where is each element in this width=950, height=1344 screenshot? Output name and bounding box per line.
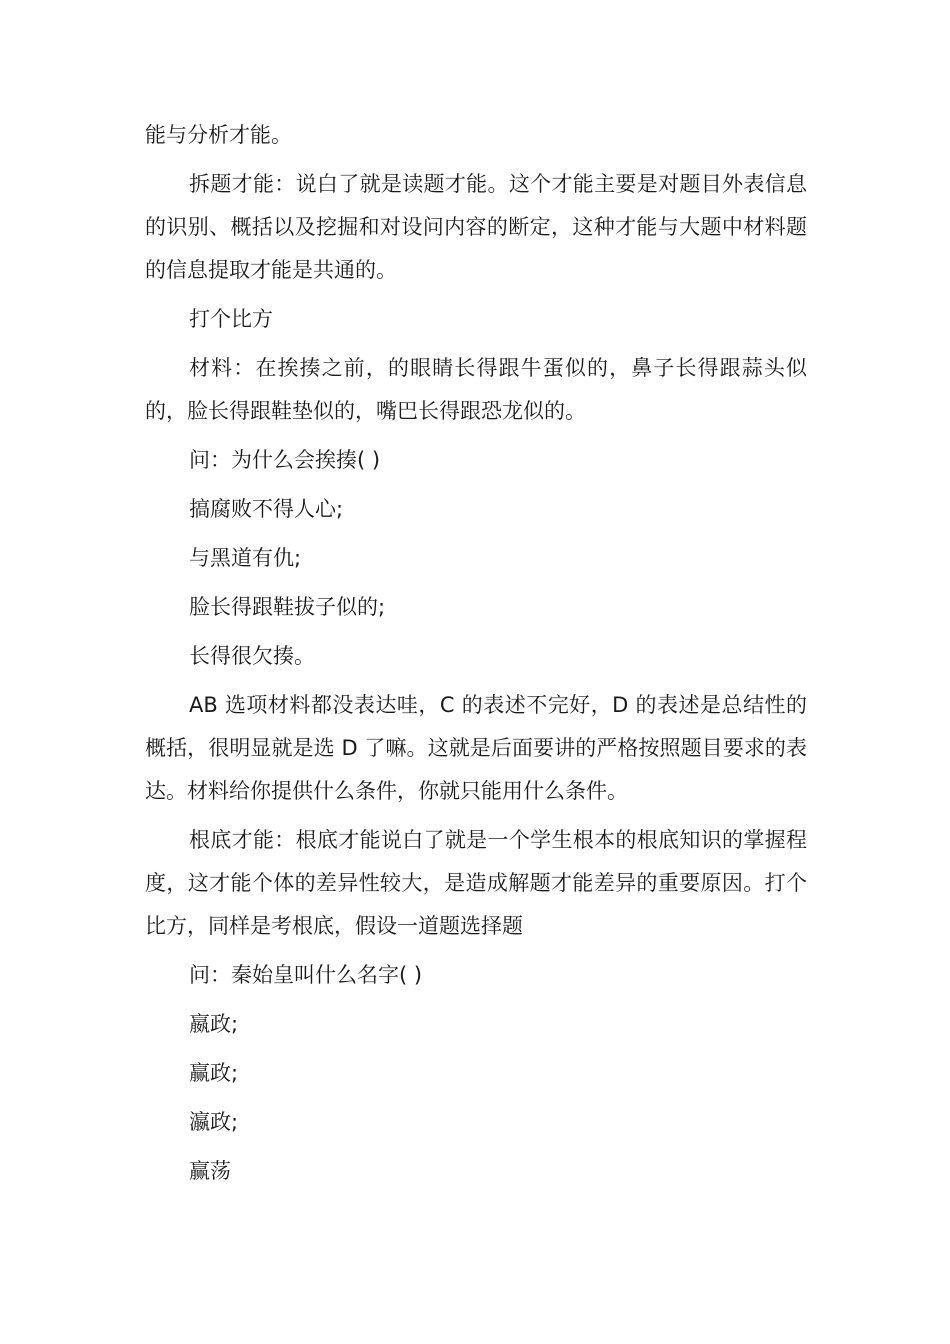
option-item: 长得很欠揍。: [189, 644, 315, 668]
option-item: 脸长得跟鞋拔子似的;: [189, 595, 386, 619]
paragraph: 根底才能：根底才能说白了就是一个学生根本的根底知识的掌握程度，这才能个体的差异性较大，是造成解题才能差异的重要原因。打个比方，同样是考根底，假设一道题选择题: [145, 828, 807, 938]
paragraph: 能与分析才能。: [145, 123, 292, 147]
option-item: 搞腐败不得人心;: [189, 497, 344, 521]
option-item: 嬴政;: [189, 1012, 239, 1036]
option-item: 赢荡: [189, 1159, 231, 1183]
option-item: 赢政;: [189, 1061, 239, 1085]
paragraph: AB 选项材料都没表达哇，C 的表述不完好，D 的表述是总结性的概括，很明显就是选 D 了嘛。这就是后面要讲的严格按照题目要求的表达。材料给你提供什么条件，你就只能用什么条件。: [145, 693, 807, 803]
option-item: 与黑道有仇;: [189, 546, 302, 570]
paragraph: 材料：在挨揍之前，的眼睛长得跟牛蛋似的，鼻子长得跟蒜头似的，脸长得跟鞋垫似的，嘴巴长得跟恐龙似的。: [145, 356, 807, 423]
question-line: 问：为什么会挨揍( ): [189, 448, 381, 472]
paragraph: 拆题才能：说白了就是读题才能。这个才能主要是对题目外表信息的识别、概括以及挖掘和对设问内容的断定，这种才能与大题中材料题的信息提取才能是共通的。: [145, 172, 807, 282]
option-item: 瀛政;: [189, 1110, 239, 1134]
question-line: 问：秦始皇叫什么名字( ): [189, 963, 423, 987]
paragraph: 打个比方: [189, 307, 273, 331]
document-body: [145, 114, 807, 1199]
